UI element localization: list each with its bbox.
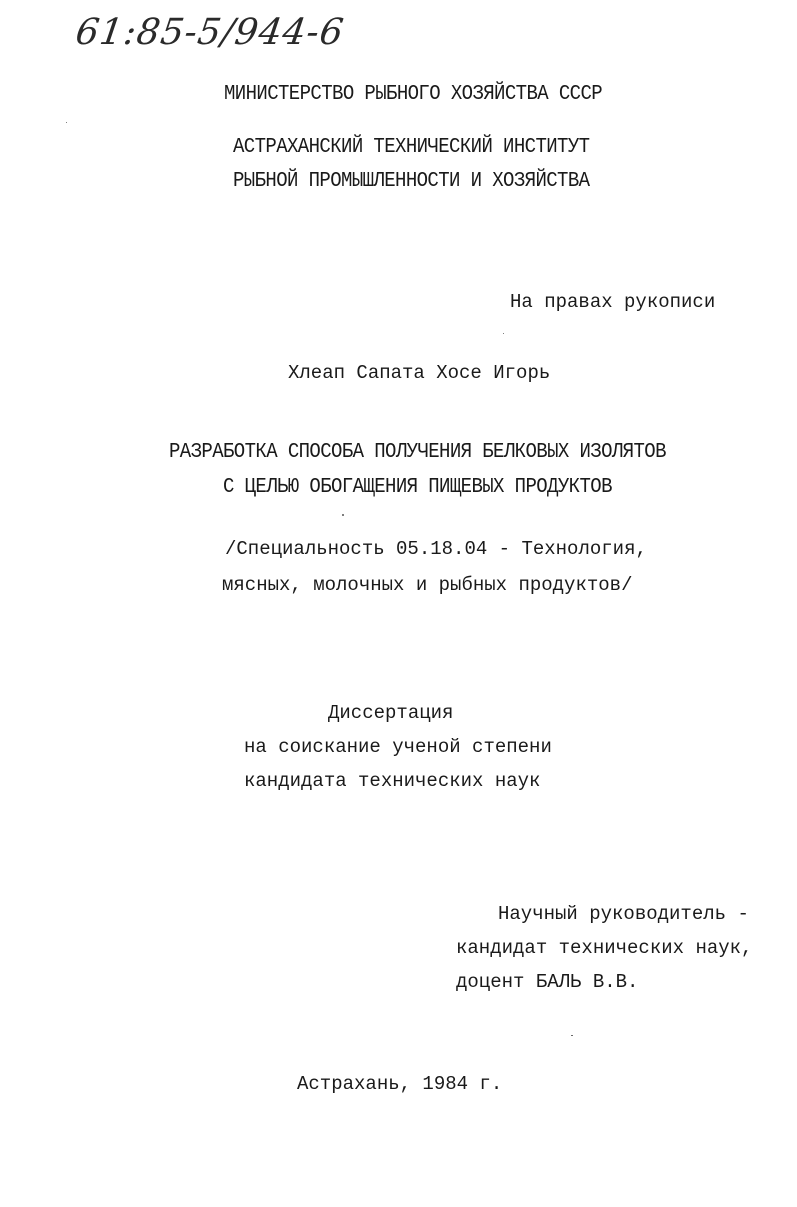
scan-speck	[66, 122, 67, 123]
supervisor-line-2: кандидат технических наук,	[456, 937, 753, 959]
degree-line-3: кандидата технических наук	[244, 770, 541, 792]
scan-speck	[503, 333, 504, 334]
degree-line-2: на соискание ученой степени	[244, 736, 552, 758]
thesis-title-line-2: С ЦЕЛЬЮ ОБОГАЩЕНИЯ ПИЩЕВЫХ ПРОДУКТОВ	[223, 474, 612, 499]
supervisor-line-3: доцент БАЛЬ В.В.	[456, 971, 639, 993]
degree-line-1: Диссертация	[328, 702, 454, 724]
specialty-line-2: мясных, молочных и рыбных продуктов/	[222, 574, 633, 596]
thesis-title-line-1: РАЗРАБОТКА СПОСОБА ПОЛУЧЕНИЯ БЕЛКОВЫХ ИЗОЛЯТОВ	[169, 439, 666, 464]
scan-speck	[571, 1035, 573, 1036]
author-name: Хлеап Сапата Хосе Игорь	[288, 362, 551, 384]
ministry-heading: МИНИСТЕРСТВО РЫБНОГО ХОЗЯЙСТВА СССР	[224, 81, 603, 106]
archive-number-handwritten: 61:85-5/944-6	[73, 12, 347, 53]
place-and-year: Астрахань, 1984 г.	[297, 1073, 503, 1095]
institute-name-line-1: АСТРАХАНСКИЙ ТЕХНИЧЕСКИЙ ИНСТИТУТ	[233, 134, 590, 159]
specialty-line-1: /Специальность 05.18.04 - Технология,	[225, 538, 647, 560]
manuscript-rights-note: На правах рукописи	[510, 291, 716, 313]
scan-speck	[342, 514, 344, 516]
supervisor-line-1: Научный руководитель -	[498, 903, 749, 925]
institute-name-line-2: РЫБНОЙ ПРОМЫШЛЕННОСТИ И ХОЗЯЙСТВА	[233, 168, 590, 193]
